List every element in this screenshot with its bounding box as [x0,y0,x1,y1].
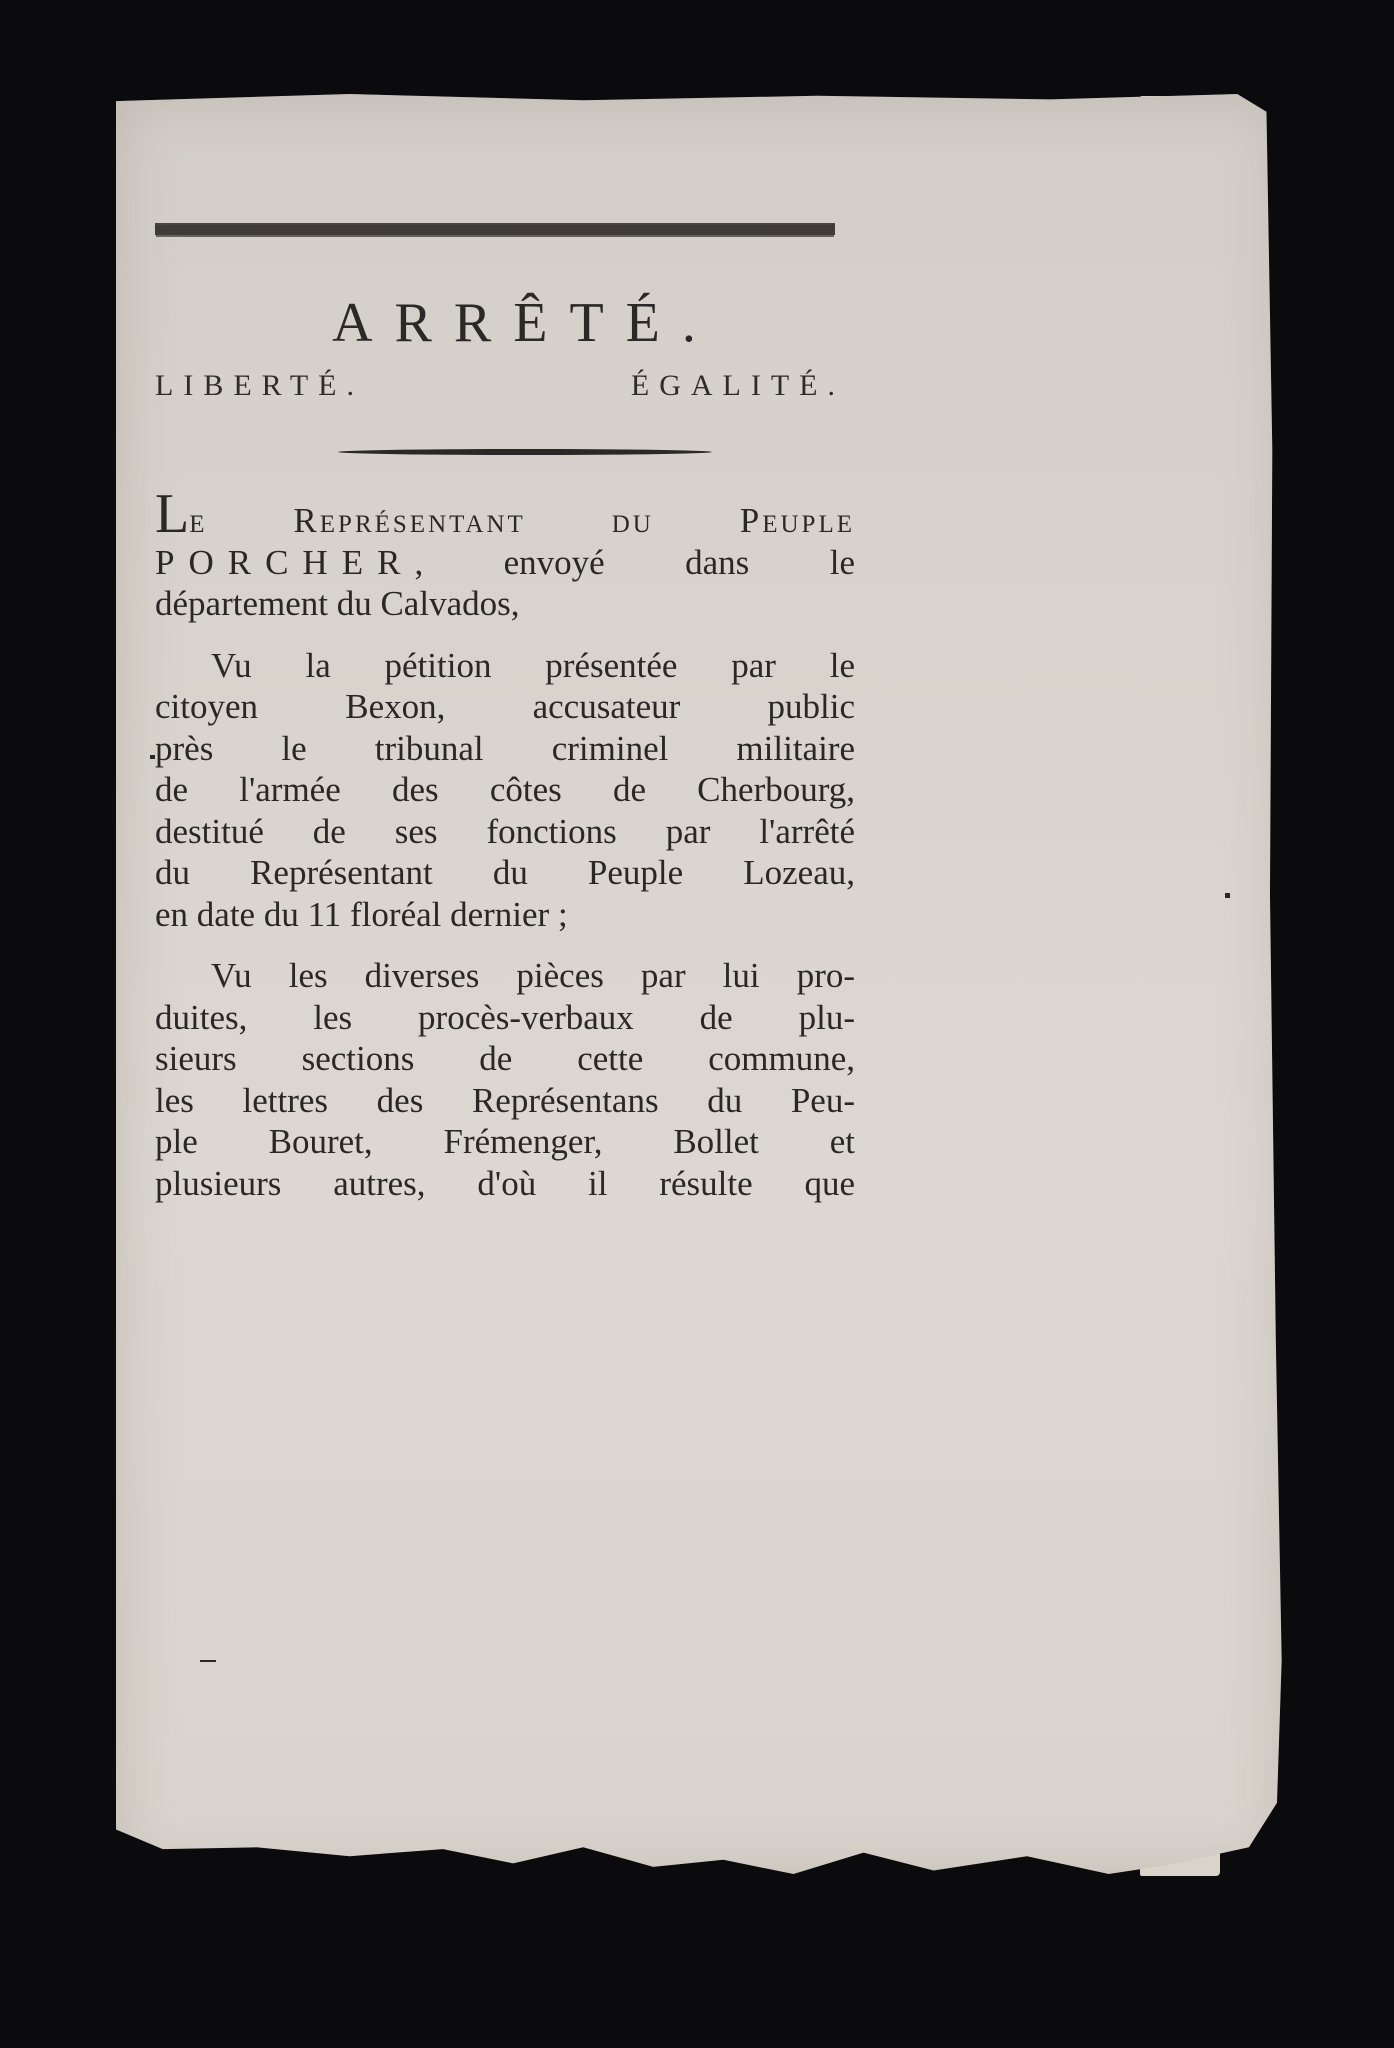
document-content [155,223,855,1224]
top-ornamental-rule [155,223,835,235]
text-line: destitué de ses fonctions par l'arrêté [155,811,855,851]
paragraph-pieces [155,955,855,1204]
text-line: sieurs sections de cette commune, [155,1039,855,1078]
text-line: du Représentant du Peuple Lozeau, [155,853,855,892]
document-title: ARRÊTÉ. [332,292,718,354]
text-line: citoyen Bexon, accusateur public [155,687,855,726]
dropcap: L [155,483,190,545]
motto-egalite: ÉGALITÉ. [630,369,845,402]
text-line: Vu les diverses pièces par lui pro- [211,956,855,995]
text-line: en date du 11 floréal dernier ; [155,894,568,934]
text-line: Vu la pétition présentée par le [211,645,855,685]
text-line: de l'armée des côtes de Cherbourg, [155,770,855,809]
text-line: plusieurs autres, d'où il résulte que [155,1163,855,1203]
preamble-line-1: Le Représentant du Peuple [155,483,855,545]
motto-liberte: LIBERTÉ. [155,369,365,402]
preamble-line-2: PORCHER, envoyé dans le [155,542,855,582]
text-line: duites, les procès-verbaux de plu- [155,997,855,1037]
representative-name: PORCHER [155,542,415,582]
text-line: les lettres des Représentans du Peu- [155,1080,855,1120]
text-line: ple Bouret, Frémenger, Bollet et [155,1122,855,1161]
paper-mark [200,1660,216,1662]
preamble [155,483,855,625]
preamble-line-3: département du Calvados, [155,584,520,623]
text-line: près le tribunal criminel militaire [155,728,855,768]
middle-ornamental-rule [338,449,712,455]
motto [155,369,855,403]
paragraph-petition [155,645,855,936]
document-body [155,483,855,1204]
paper-speck [1225,893,1230,898]
